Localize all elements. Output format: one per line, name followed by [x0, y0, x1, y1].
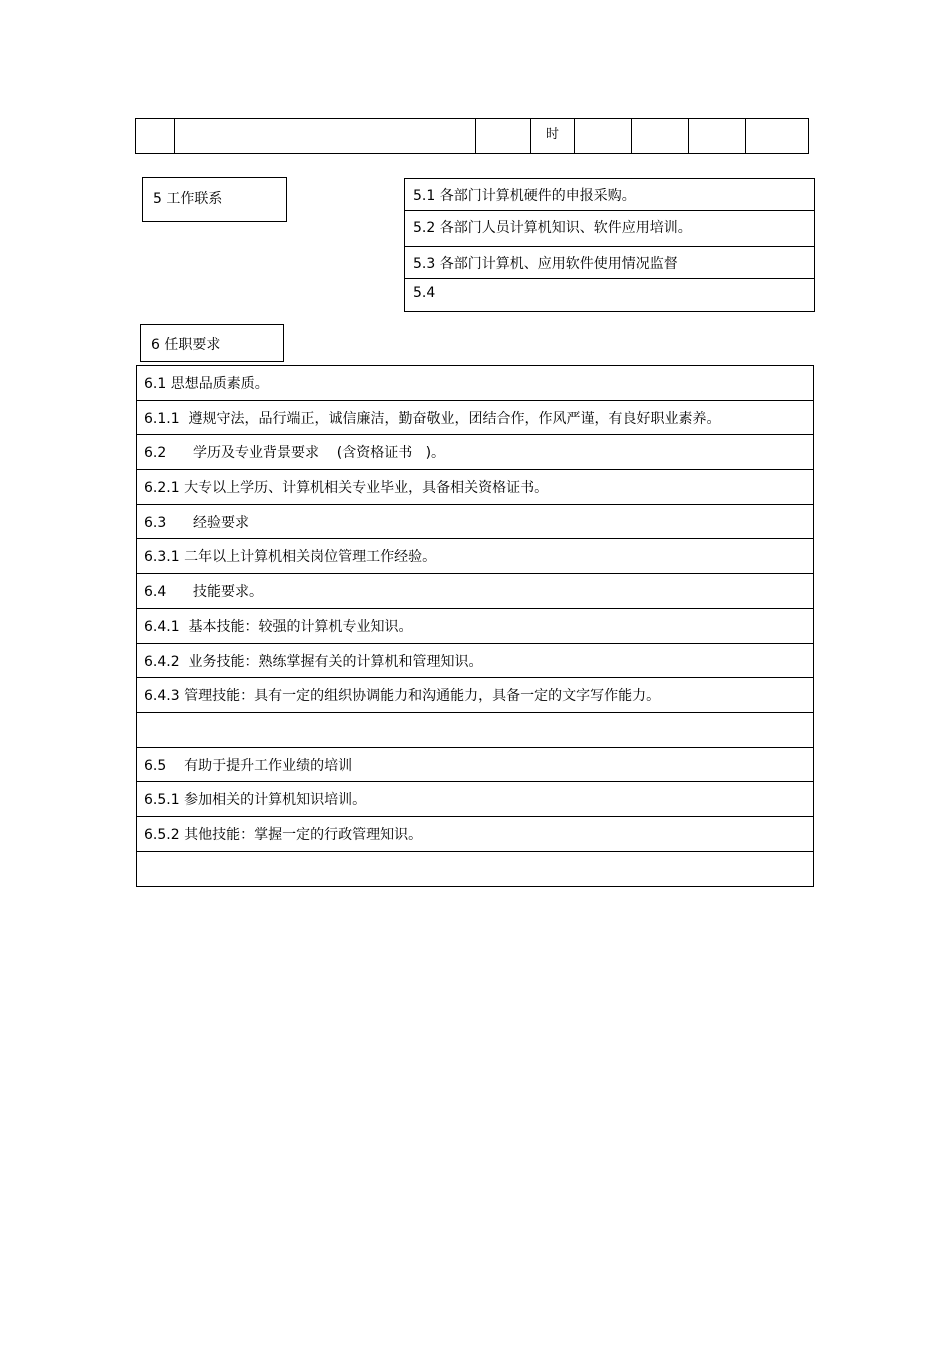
table-cell: 时 [531, 119, 575, 153]
requirements-table [136, 365, 814, 887]
table-row: 6.2 学历及专业背景要求 (含资格证书 )。 [137, 435, 813, 470]
table-row: 6.5.2 其他技能：掌握一定的行政管理知识。 [137, 817, 813, 852]
table-row: 6.4.3 管理技能：具有一定的组织协调能力和沟通能力，具备一定的文字写作能力。 [137, 678, 813, 713]
table-row: 5.2 各部门人员计算机知识、软件应用培训。 [405, 211, 814, 247]
table-cell [136, 119, 175, 153]
table-row: 5.4 [413, 285, 436, 301]
table-cell [632, 119, 689, 153]
table-cell [689, 119, 746, 153]
table-row: 5.3 各部门计算机、应用软件使用情况监督 [405, 247, 814, 279]
table-row: 6.5.1 参加相关的计算机知识培训。 [137, 782, 813, 817]
table-row: 6.4 技能要求。 [137, 574, 813, 609]
table-row [137, 852, 813, 887]
top-table-row [135, 118, 809, 154]
table-row: 6.2.1 大专以上学历、计算机相关专业毕业，具备相关资格证书。 [137, 470, 813, 505]
table-row: 6.4.2 业务技能：熟练掌握有关的计算机和管理知识。 [137, 644, 813, 679]
section-6-label: 6 任职要求 [140, 324, 284, 362]
table-cell [175, 119, 476, 153]
table-cell [746, 119, 808, 153]
work-relations-table [404, 178, 815, 312]
table-cell [575, 119, 632, 153]
table-row: 6.1.1 遵规守法，品行端正，诚信廉洁，勤奋敬业，团结合作，作风严谨，有良好职业素养。 [137, 401, 813, 436]
table-row: 6.3 经验要求 [137, 505, 813, 540]
table-row: 6.3.1 二年以上计算机相关岗位管理工作经验。 [137, 539, 813, 574]
table-cell [476, 119, 531, 153]
table-row: 6.4.1 基本技能：较强的计算机专业知识。 [137, 609, 813, 644]
table-row: 5.1 各部门计算机硬件的申报采购。 [405, 179, 814, 211]
section-5-label: 5 工作联系 [142, 177, 287, 222]
table-row [137, 713, 813, 748]
table-row: 6.1 思想品质素质。 [137, 366, 813, 401]
table-row: 6.5 有助于提升工作业绩的培训 [137, 748, 813, 783]
